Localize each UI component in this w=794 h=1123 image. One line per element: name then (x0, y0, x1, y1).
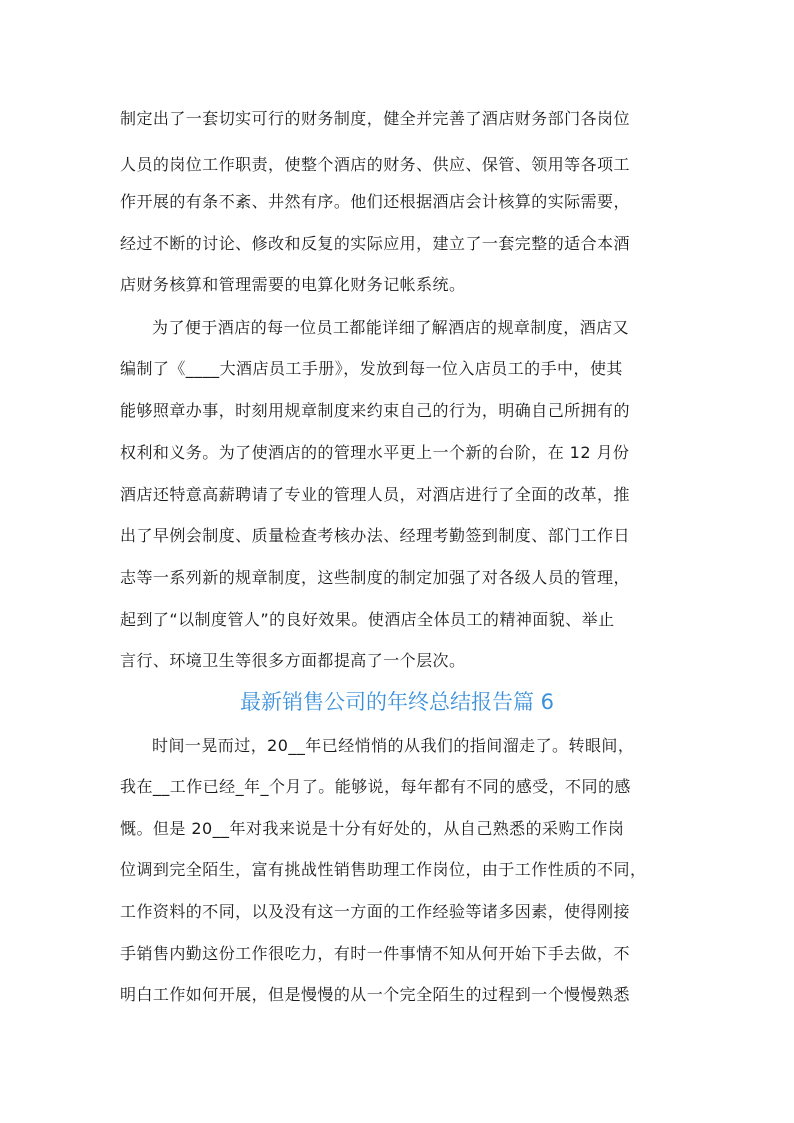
paragraph-line: 制定出了一套切实可行的财务制度，健全并完善了酒店财务部门各岗位 (120, 109, 630, 128)
paragraph-line: 酒店还特意高薪聘请了专业的管理人员，对酒店进行了全面的改革，推 (120, 485, 630, 504)
paragraph-line: 手销售内勤这份工作很吃力，有时一件事情不知从何开始下手去做，不 (120, 944, 630, 963)
paragraph-line: 出了早例会制度、质量检查考核办法、经理考勤签到制度、部门工作日 (120, 526, 630, 545)
paragraph-line: 位调到完全陌生，富有挑战性销售助理工作岗位，由于工作性质的不同， (120, 860, 647, 879)
paragraph-line: 工作资料的不同，以及没有这一方面的工作经验等诸多因素，使得刚接 (120, 902, 630, 921)
paragraph-line: 编制了《____大酒店员工手册》，发放到每一位入店员工的手中，使其 (120, 359, 623, 378)
paragraph-line: 权利和义务。为了使酒店的的管理水平更上一个新的台阶，在 12 月份 (120, 443, 630, 462)
paragraph-line: 店财务核算和管理需要的电算化财务记帐系统。 (120, 275, 466, 294)
paragraph-line: 为了便于酒店的每一位员工都能详细了解酒店的规章制度，酒店又 (152, 318, 630, 337)
paragraph-line: 能够照章办事，时刻用规章制度来约束自己的行为，明确自己所拥有的 (120, 401, 630, 420)
paragraph-line: 人员的岗位工作职责，使整个酒店的财务、供应、保管、领用等各项工 (120, 155, 630, 174)
paragraph-line: 明白工作如何开展，但是慢慢的从一个完全陌生的过程到一个慢慢熟悉 (120, 985, 630, 1004)
paragraph-line: 言行、环境卫生等很多方面都提高了一个层次。 (120, 651, 466, 670)
paragraph-line: 时间一晃而过，20__年已经悄悄的从我们的指间溜走了。转眼间， (152, 736, 635, 755)
paragraph-line: 慨。但是 20__年对我来说是十分有好处的，从自己熟悉的采购工作岗 (120, 819, 625, 838)
section-heading: 最新销售公司的年终总结报告篇 6 (239, 690, 555, 714)
paragraph-line: 起到了“以制度管人”的良好效果。使酒店全体员工的精神面貌、举止 (120, 610, 615, 629)
paragraph-line: 志等一系列新的规章制度，这些制度的制定加强了对各级人员的管理， (120, 568, 630, 587)
paragraph-line: 我在__工作已经_年_个月了。能够说，每年都有不同的感受，不同的感 (120, 777, 631, 796)
paragraph-line: 作开展的有条不紊、井然有序。他们还根据酒店会计核算的实际需要， (120, 192, 630, 211)
paragraph-line: 经过不断的讨论、修改和反复的实际应用，建立了一套完整的适合本酒 (120, 234, 630, 253)
